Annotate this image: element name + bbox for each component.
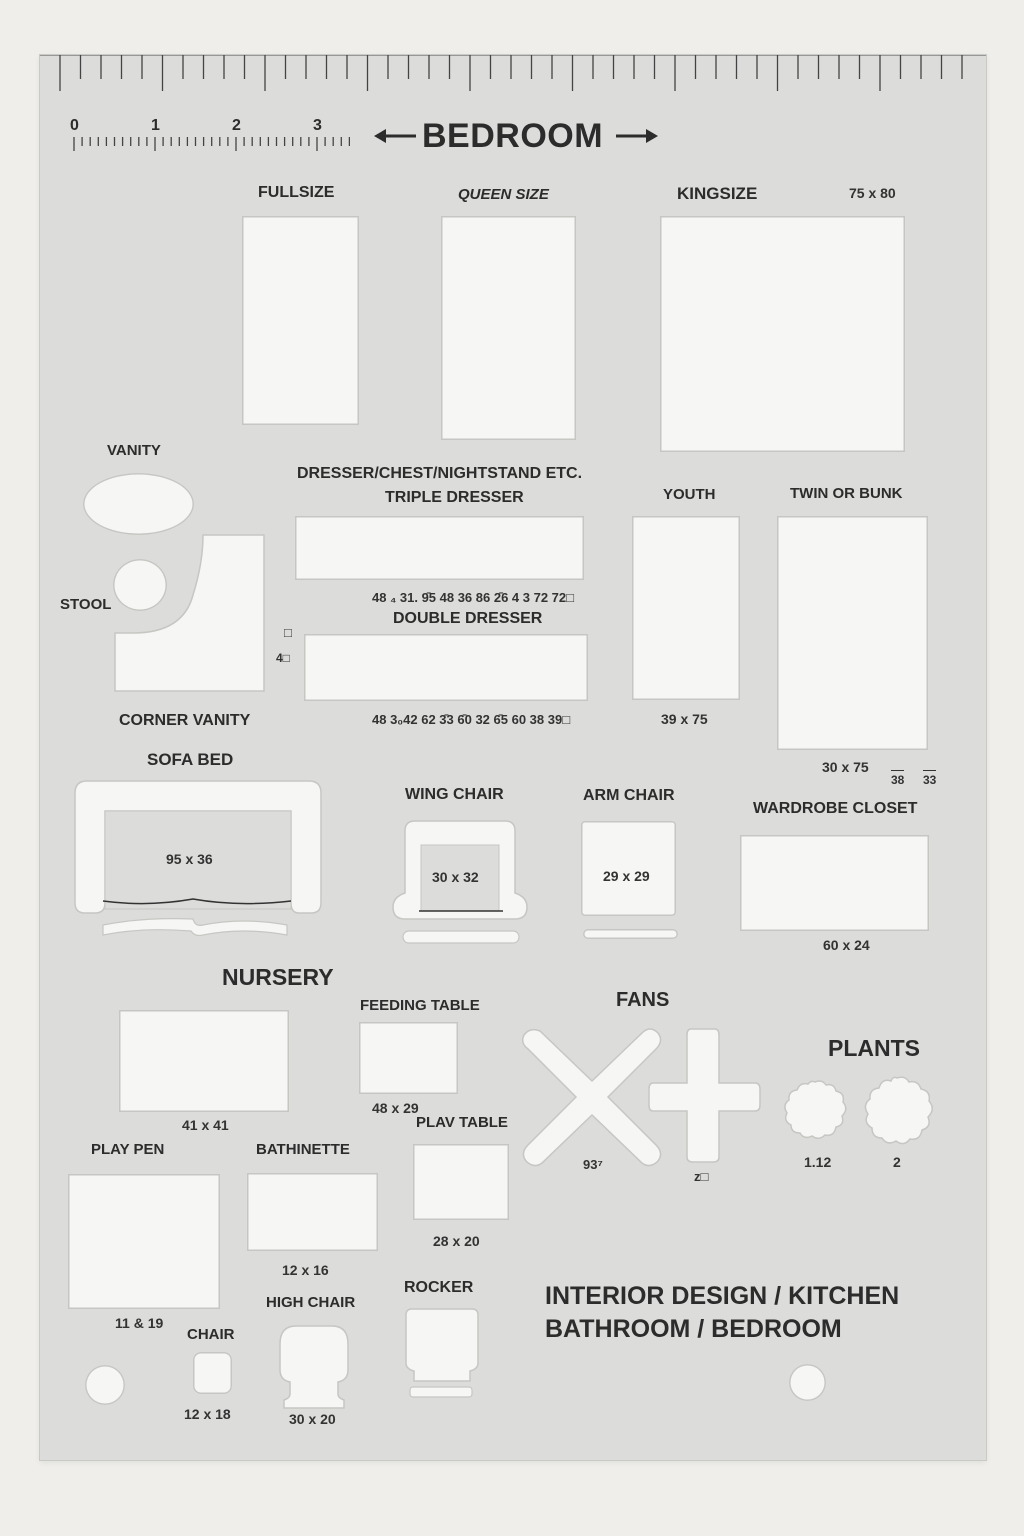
scale-label-1: 1: [151, 117, 160, 134]
left-arrow-icon: [374, 127, 418, 145]
queen-size-label: QUEEN SIZE: [458, 186, 549, 203]
rocker-label: ROCKER: [404, 1279, 474, 1296]
play-table-label: PLAV TABLE: [416, 1114, 508, 1131]
sofa-bed-dimension: 95 x 36: [166, 851, 213, 867]
double-dresser-side-mark-a: □: [284, 625, 292, 640]
twin-sub-mark-a: 38: [891, 770, 904, 787]
double-dresser-side-mark-b: 4□: [276, 651, 290, 665]
play-pen-dimension: 11 & 19: [115, 1315, 164, 1331]
wardrobe-closet-cutout: [740, 835, 929, 931]
fan-cross-cutout: [647, 1027, 762, 1164]
wardrobe-closet-label: WARDROBE CLOSET: [753, 800, 918, 817]
fan-x-cutout: [520, 1025, 665, 1171]
triple-dresser-cutout: [295, 516, 584, 580]
sofa-bed-label: SOFA BED: [147, 750, 234, 769]
footer-line-2: BATHROOM / BEDROOM: [545, 1315, 842, 1343]
youth-bed-cutout: [632, 516, 740, 700]
play-pen-label: PLAY PEN: [91, 1141, 165, 1158]
page-title: BEDROOM: [422, 117, 604, 155]
twin-sub-mark-b: 33: [923, 770, 936, 787]
crib-cutout: [119, 1010, 289, 1112]
scale-label-2: 2: [232, 117, 241, 134]
stencil-template: [40, 55, 986, 1460]
high-chair-cutout: [276, 1324, 352, 1410]
fan-x-dimension: 93⁷: [583, 1157, 603, 1172]
play-pen-cutout: [68, 1174, 220, 1309]
double-dresser-dimensions: 48 3₀42 62 3̄3 6̄0 32 6̄5 60 38 39□: [372, 712, 571, 727]
plant-small-dimension: 1.12: [804, 1154, 832, 1170]
corner-vanity-cutout: [113, 533, 266, 693]
vanity-label: VANITY: [107, 442, 161, 459]
plants-title: PLANTS: [828, 1035, 920, 1061]
wing-chair-label: WING CHAIR: [405, 786, 504, 803]
bathinette-dimension: 12 x 16: [282, 1262, 329, 1278]
binder-hole-left: [85, 1365, 125, 1405]
fan-cross-dimension: z□: [694, 1169, 709, 1184]
twin-or-bunk-label: TWIN OR BUNK: [790, 485, 903, 502]
youth-label: YOUTH: [663, 486, 716, 503]
king-bed-cutout: [660, 216, 905, 452]
chair-dimension: 12 x 18: [184, 1406, 231, 1422]
feeding-table-cutout: [359, 1022, 458, 1094]
right-arrow-icon: [614, 127, 658, 145]
bathinette-label: BATHINETTE: [256, 1141, 350, 1158]
fullsize-label: FULLSIZE: [258, 184, 335, 201]
king-dimension: 75 x 80: [849, 185, 896, 201]
queen-bed-cutout: [441, 216, 576, 440]
dresser-header-label: DRESSER/CHEST/NIGHTSTAND ETC.: [297, 465, 583, 482]
high-chair-label: HIGH CHAIR: [266, 1294, 356, 1311]
plant-large-dimension: 2: [893, 1154, 901, 1170]
vanity-cutout: [83, 473, 194, 535]
triple-dresser-dimensions: 48 ₄ 31. 9̄5 48 36 86 2̄6 4 3 72 72□: [372, 590, 574, 605]
crib-dimension: 41 x 41: [182, 1117, 229, 1133]
top-ruler: [40, 55, 986, 95]
plant-large-cutout: [860, 1075, 935, 1150]
arm-chair-label: ARM CHAIR: [583, 787, 675, 804]
twin-dimension: 30 x 75: [822, 759, 869, 775]
arm-chair-dimension: 29 x 29: [603, 868, 650, 884]
twin-bed-cutout: [777, 516, 928, 750]
scale-label-0: 0: [70, 117, 79, 134]
double-dresser-cutout: [304, 634, 588, 701]
chair-label: CHAIR: [187, 1326, 235, 1343]
wing-chair-dimension: 30 x 32: [432, 869, 479, 885]
corner-vanity-label: CORNER VANITY: [119, 712, 251, 729]
triple-dresser-label: TRIPLE DRESSER: [385, 489, 524, 506]
play-table-cutout: [413, 1144, 509, 1220]
double-dresser-label: DOUBLE DRESSER: [393, 610, 543, 627]
high-chair-dimension: 30 x 20: [289, 1411, 336, 1427]
play-table-dimension: 28 x 20: [433, 1233, 480, 1249]
bathinette-cutout: [247, 1173, 378, 1251]
kingsize-label: KINGSIZE: [677, 184, 758, 203]
fullsize-bed-cutout: [242, 216, 359, 425]
scale-label-3: 3: [313, 117, 322, 134]
binder-hole-right: [789, 1364, 826, 1401]
nursery-title: NURSERY: [222, 964, 334, 990]
arm-chair-front-cutout: [583, 929, 678, 939]
stool-label: STOOL: [60, 596, 112, 613]
scale-bar: [70, 133, 350, 153]
footer-title: [545, 1280, 899, 1346]
wardrobe-dimension: 60 x 24: [823, 937, 870, 953]
plant-small-cutout: [782, 1079, 848, 1141]
youth-dimension: 39 x 75: [661, 711, 708, 727]
rocker-cutout: [404, 1307, 480, 1399]
footer-line-1: INTERIOR DESIGN / KITCHEN: [545, 1282, 900, 1310]
feeding-table-label: FEEDING TABLE: [360, 997, 480, 1014]
feeding-table-dimension: 48 x 29: [372, 1100, 419, 1116]
fans-title: FANS: [616, 989, 670, 1011]
chair-cutout: [193, 1352, 232, 1394]
